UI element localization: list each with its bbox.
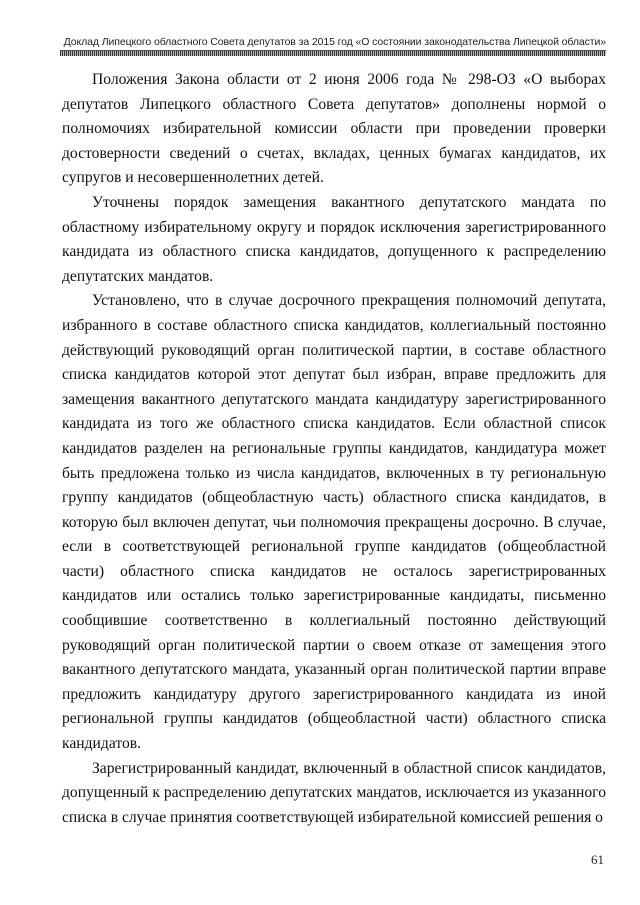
header-divider	[60, 50, 606, 56]
paragraph-4: Зарегистрированный кандидат, включенный в областной список кандидатов, допущенный к распределению депутатских мандатов, исключается из указанного списка в случае принятия соответствующей избирательной комиссией решения о	[62, 759, 606, 826]
header-title: Доклад Липецкого областного Совета депутатов за 2015 год «О состоянии законодательства Липецкой области»	[63, 36, 606, 48]
document-body	[62, 68, 606, 830]
page-header	[60, 36, 606, 56]
page-number: 61	[591, 852, 604, 867]
paragraph-3: Установлено, что в случае досрочного прекращения полномочий депутата, избранного в составе областного списка кандидатов, коллегиальный постоянно действующий руководящий орган политической партии, в составе областного списка кандидатов которой этот депутат был избран, вправе предложить для замещения вакантного депутатского мандата кандидатуру зарегистрированного кандидата из того же областного списка кандидатов. Если областной список кандидатов разделен на региональные группы кандидатов, кандидатура может быть предложена только из числа кандидатов, включенных в ту региональную группу кандидатов (общеобластную часть) областного списка кандидатов, в которую был включен депутат, чьи полномочия прекращены досрочно. В случае, если в соответствующей региональной группе кандидатов (общеобластной части) областного списка кандидатов не осталось зарегистрированных кандидатов или остались только зарегистрированные кандидаты, письменно сообщившие соответственно в коллегиальный постоянно действующий руководящий орган политической партии о своем отказе от замещения этого вакантного депутатского мандата, указанный орган политической партии вправе предложить кандидатуру другого зарегистрированного кандидата из иной региональной группы кандидатов (общеобластной части) областного списка кандидатов.	[62, 292, 606, 753]
paragraph-1: Положения Закона области от 2 июня 2006 года № 298-ОЗ «О выборах депутатов Липецкого областного Совета депутатов» дополнены нормой о полномочиях избирательной комиссии области при проведении проверки достоверности сведений о счетах, вкладах, ценных бумагах кандидатов, их супругов и несовершеннолетних детей.	[62, 71, 606, 187]
paragraph-2: Уточнены порядок замещения вакантного депутатского мандата по областному избирательному округу и порядок исключения зарегистрированного кандидата из областного списка кандидатов, допущенного к распределению депутатских мандатов.	[62, 193, 606, 285]
